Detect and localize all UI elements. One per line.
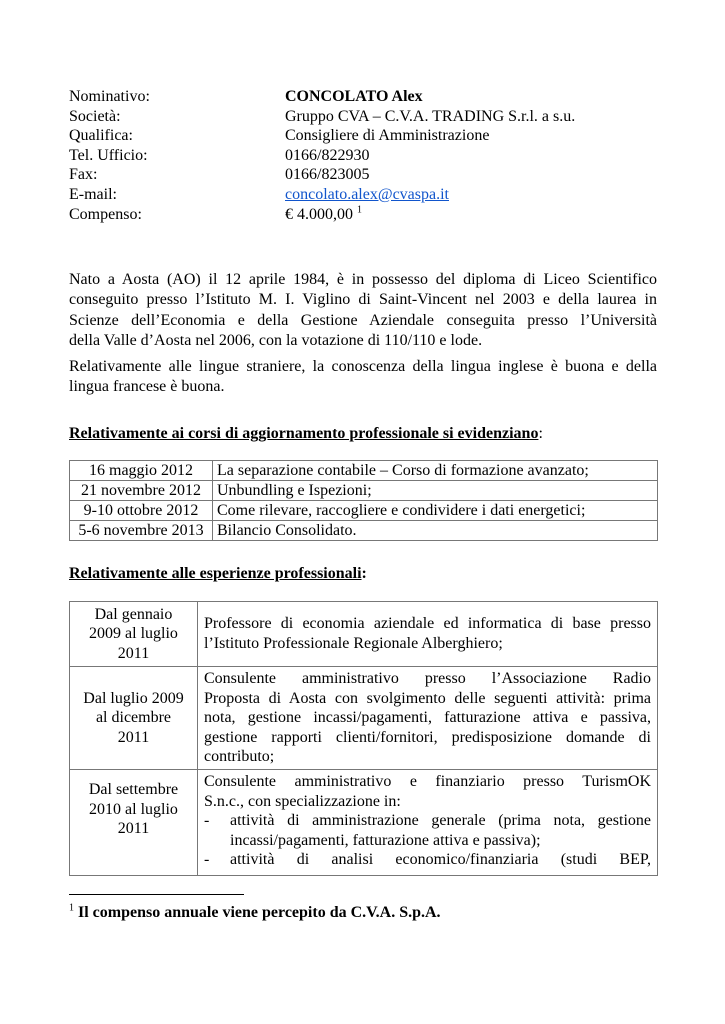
period-line: 2010 al luglio xyxy=(89,800,178,818)
phone-label: Tel. Ufficio: xyxy=(69,146,148,164)
company-value: Gruppo CVA – C.V.A. TRADING S.r.l. a s.u. xyxy=(285,107,576,125)
experience-heading-colon: : xyxy=(361,565,367,582)
experience-period xyxy=(70,667,198,770)
experience-description xyxy=(198,602,658,667)
role-value: Consigliere di Amministrazione xyxy=(285,127,490,145)
profile-block xyxy=(69,87,575,224)
profile-row-fax xyxy=(69,165,575,185)
bullet-item xyxy=(204,850,651,870)
experience-heading xyxy=(69,564,367,584)
experience-period xyxy=(70,770,198,876)
compensation-value xyxy=(285,205,362,225)
table-row xyxy=(70,501,658,521)
courses-heading-text: Relativamente ai corsi di aggiornamento professionale si evidenziano xyxy=(69,425,539,442)
bullet-line: incassi/pagamenti, fatturazione attiva e passiva); xyxy=(230,831,541,849)
name-value: CONCOLATO Alex xyxy=(285,88,423,105)
table-row xyxy=(70,521,658,541)
period-line: Dal gennaio xyxy=(94,605,173,623)
description-line: Consulente amministrativo e finanziario presso TurismOK xyxy=(204,773,651,790)
course-title: Bilancio Consolidato. xyxy=(213,521,658,541)
compensation-label: Compenso: xyxy=(69,205,142,223)
course-date: 9-10 ottobre 2012 xyxy=(70,501,213,521)
bio-line: della Valle d’Aosta nel 2006, con la votazione di 110/110 e lode. xyxy=(69,332,483,350)
period-line: Dal luglio 2009 xyxy=(83,689,184,707)
courses-heading xyxy=(69,424,543,444)
compensation-amount: € 4.000,00 xyxy=(285,205,353,223)
bio-line: lingua francese è buona. xyxy=(69,378,225,396)
experience-period xyxy=(70,602,198,667)
course-title: La separazione contabile – Corso di formazione avanzato; xyxy=(213,461,658,481)
bullet-dash: - xyxy=(204,851,210,869)
table-row xyxy=(70,481,658,501)
experience-description xyxy=(198,667,658,770)
experience-description xyxy=(198,770,658,876)
course-date: 21 novembre 2012 xyxy=(70,481,213,501)
experience-heading-text: Relativamente alle esperienze professionali xyxy=(69,565,362,582)
bio-paragraph-education xyxy=(69,270,657,352)
courses-heading-colon: : xyxy=(538,425,543,442)
bio-paragraph-languages xyxy=(69,357,657,398)
name-label: Nominativo: xyxy=(69,88,150,105)
description-line: Proposta di Aosta con svolgimento delle seguenti attività: prima xyxy=(204,689,651,707)
footnote-separator xyxy=(69,894,244,895)
profile-row-email xyxy=(69,185,575,205)
bio-line: Nato a Aosta (AO) il 12 aprile 1984, è in possesso del diploma di Liceo Scientifico xyxy=(69,271,657,288)
period-line: 2009 al luglio xyxy=(89,625,178,643)
table-row xyxy=(70,461,658,481)
period-line: 2011 xyxy=(117,644,150,662)
period-line: al dicembre xyxy=(95,709,172,727)
fax-value: 0166/823005 xyxy=(285,166,370,184)
bullet-line: attività di amministrazione generale (prima nota, gestione xyxy=(230,812,651,830)
description-line: Consulente amministrativo presso l’Associazione Radio xyxy=(204,670,651,688)
period-line: 2011 xyxy=(117,820,150,838)
description-line: contributo; xyxy=(204,748,275,766)
footnote-mark: 1 xyxy=(69,902,74,914)
course-date: 5-6 novembre 2013 xyxy=(70,521,213,541)
course-title: Come rilevare, raccogliere e condividere i dati energetici; xyxy=(213,501,658,521)
bio-line: Scienze dell’Economia e della Gestione Aziendale conseguita presso l’Università xyxy=(69,311,657,329)
profile-row-phone xyxy=(69,146,575,166)
table-row xyxy=(70,770,658,876)
footnote xyxy=(69,903,441,923)
table-row xyxy=(70,667,658,770)
email-link[interactable]: concolato.alex@cvaspa.it xyxy=(285,185,449,203)
company-label: Società: xyxy=(69,107,121,125)
bio-line: Relativamente alle lingue straniere, la conoscenza della lingua inglese è buona e della xyxy=(69,358,657,375)
course-title: Unbundling e Ispezioni; xyxy=(213,481,658,501)
table-row xyxy=(70,602,658,667)
description-line: S.n.c., con specializzazione in: xyxy=(204,792,401,810)
fax-label: Fax: xyxy=(69,166,98,184)
courses-table xyxy=(69,460,658,541)
bio-line: conseguito presso l’Istituto M. I. Viglino di Saint-Vincent nel 2003 e della laurea in xyxy=(69,291,657,309)
experience-table xyxy=(69,601,658,876)
course-date: 16 maggio 2012 xyxy=(70,461,213,481)
description-line: gestione rapporti clienti/fornitori, predisposizione domande di xyxy=(204,728,651,746)
profile-row-compensation xyxy=(69,205,575,225)
footnote-ref[interactable]: 1 xyxy=(357,204,362,216)
description-line: nota, gestione incassi/pagamenti, fatturazione attiva e passiva, xyxy=(204,709,651,727)
description-line: l’Istituto Professionale Regionale Alberghiero; xyxy=(204,635,503,652)
phone-value: 0166/822930 xyxy=(285,146,370,164)
profile-row-company xyxy=(69,107,575,127)
email-label: E-mail: xyxy=(69,185,117,203)
bullet-text xyxy=(230,811,651,850)
profile-row-role xyxy=(69,126,575,146)
role-label: Qualifica: xyxy=(69,127,133,145)
bullet-text xyxy=(230,850,651,870)
bullet-dash: - xyxy=(204,812,210,830)
period-line: 2011 xyxy=(117,728,150,746)
period-line: Dal settembre xyxy=(88,781,179,798)
profile-row-name xyxy=(69,87,575,107)
description-line: Professore di economia aziendale ed informatica di base presso xyxy=(204,615,651,633)
bullet-item xyxy=(204,811,651,850)
footnote-text: Il compenso annuale viene percepito da C.V.A. S.p.A. xyxy=(78,904,441,921)
bullet-line: attività di analisi economico/finanziaria (studi BEP, xyxy=(230,851,651,869)
